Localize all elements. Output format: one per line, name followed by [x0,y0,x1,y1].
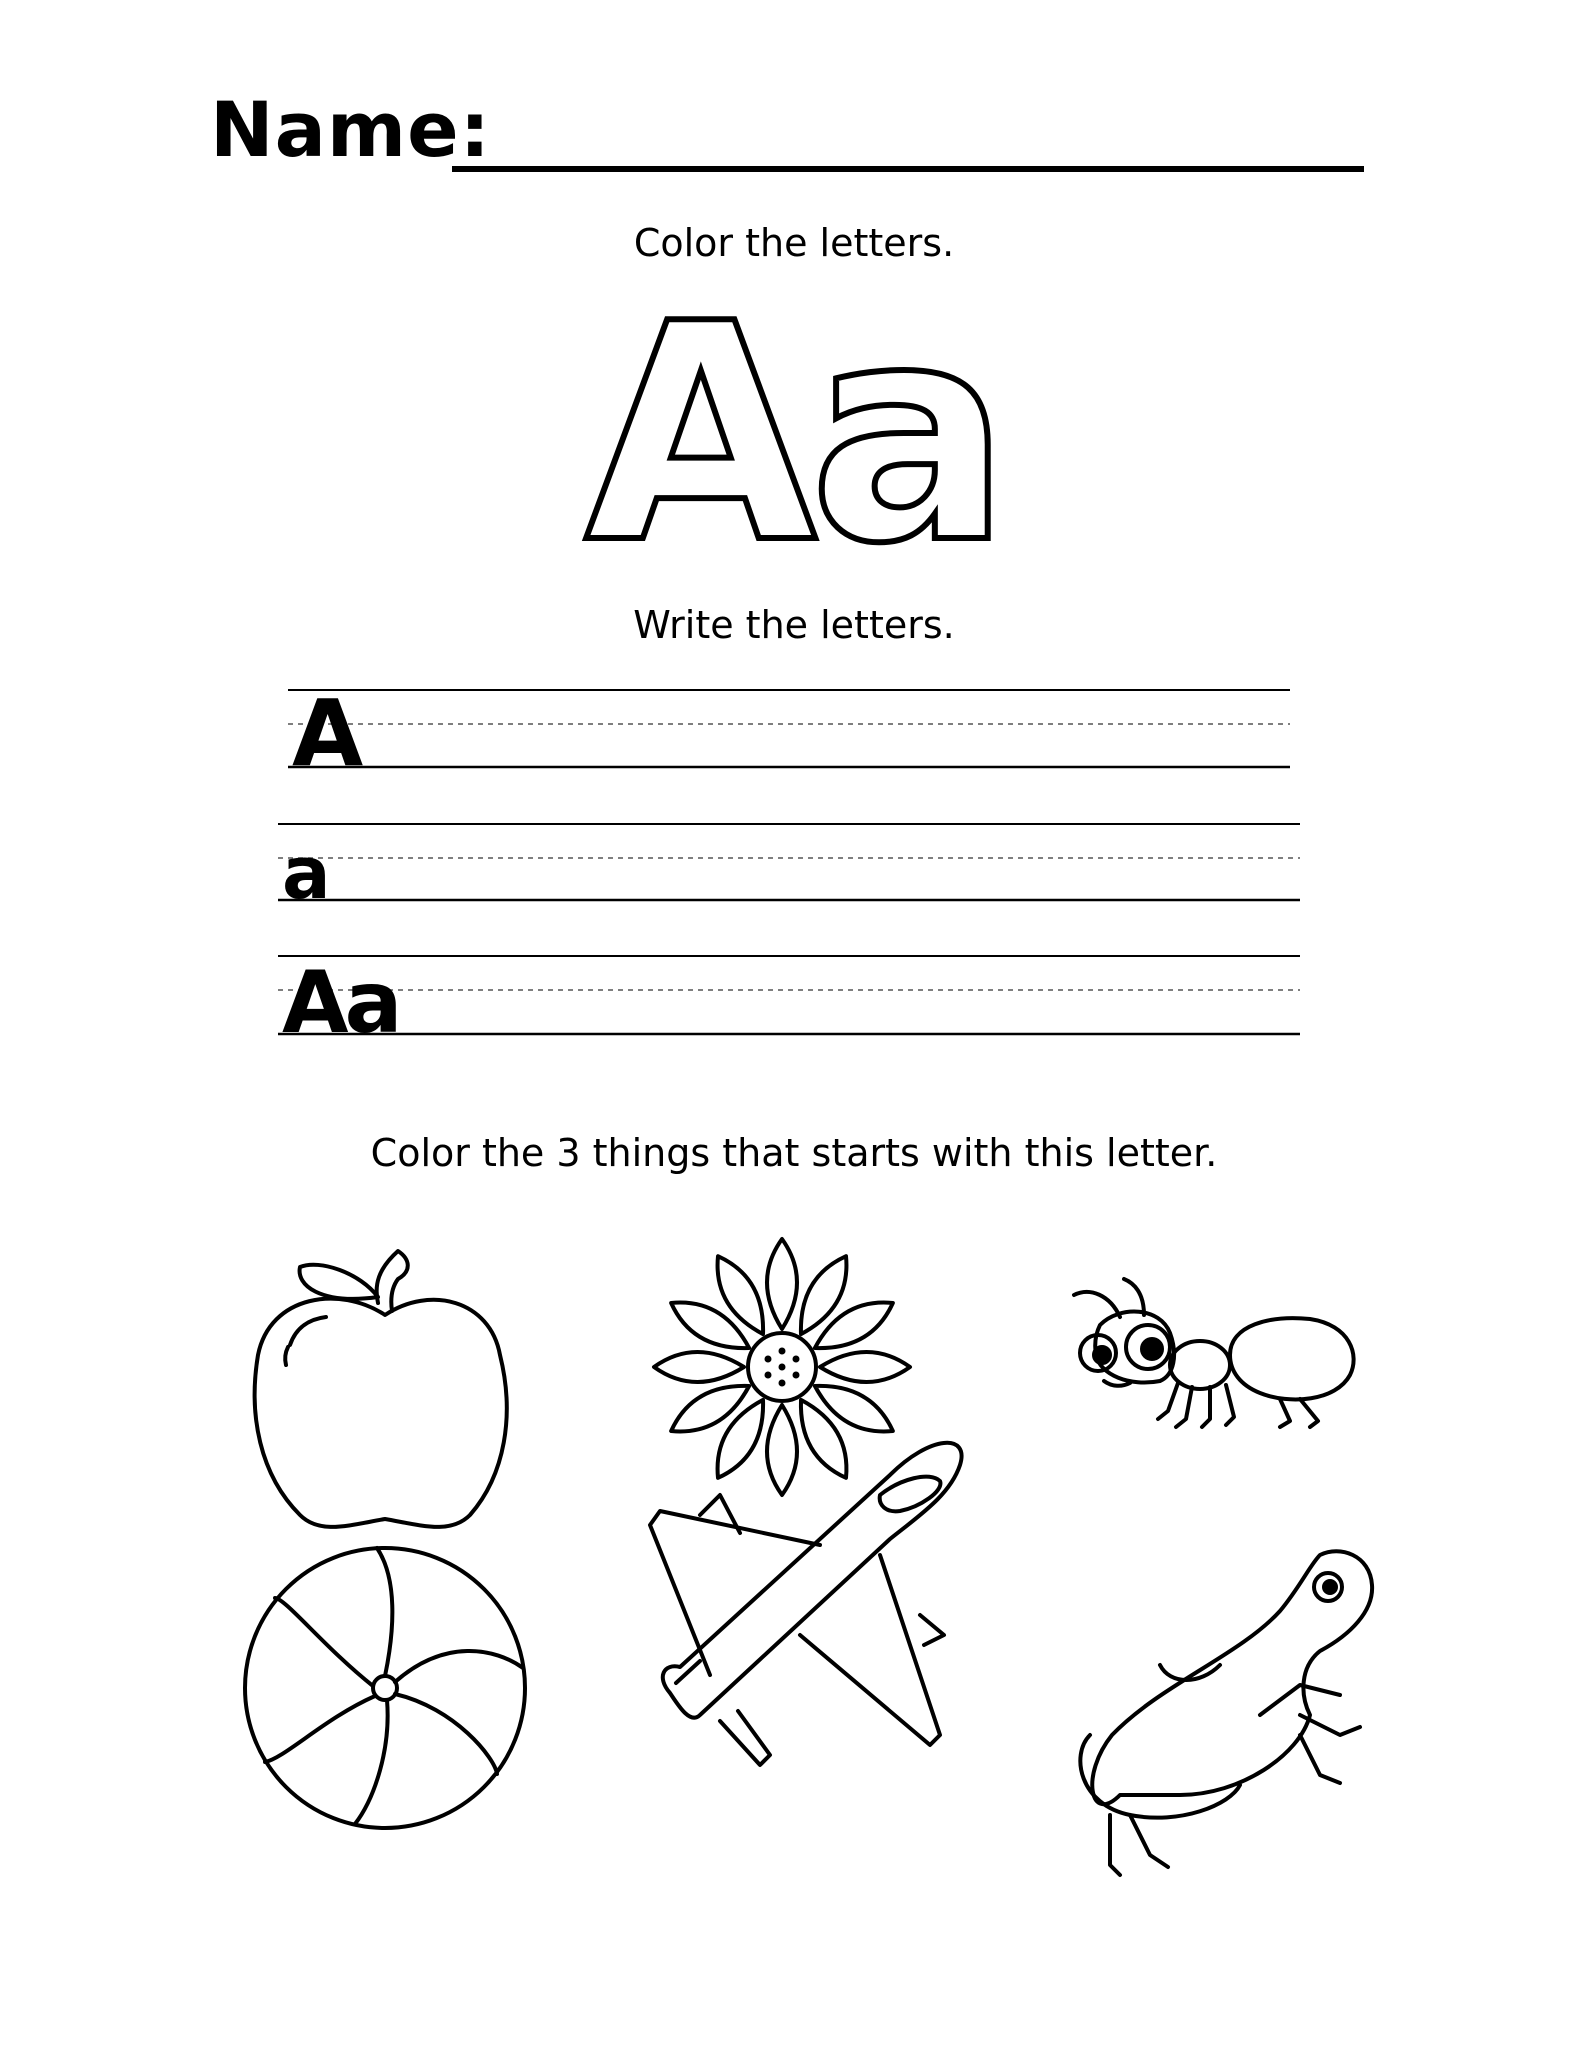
name-write-line[interactable] [452,166,1364,172]
outline-letter-text: Aa [584,288,1004,578]
pictures-grid [0,1215,1588,1905]
instruction-color-things: Color the 3 things that starts with this letter. [370,1131,1218,1175]
apple-icon[interactable] [255,1251,507,1527]
flower-icon[interactable] [654,1239,910,1495]
airplane-icon[interactable] [650,1443,962,1765]
trace-letter-1: A [292,680,364,787]
trace-letter-3: Aa [282,953,399,1053]
instruction-color-letters: Color the letters. [633,221,955,265]
ant-icon[interactable] [1074,1279,1354,1427]
handwriting-practice [0,680,1588,1060]
name-label: Name: [210,85,492,174]
practice-row-3[interactable] [278,953,1300,1053]
outline-letters [0,288,1588,578]
practice-row-2[interactable] [278,824,1300,915]
ball-icon[interactable] [245,1548,525,1828]
instruction-write-letters: Write the letters. [633,603,955,647]
practice-row-1[interactable] [288,680,1290,787]
trace-letter-2: a [282,831,331,915]
frog-icon[interactable] [1080,1551,1372,1875]
